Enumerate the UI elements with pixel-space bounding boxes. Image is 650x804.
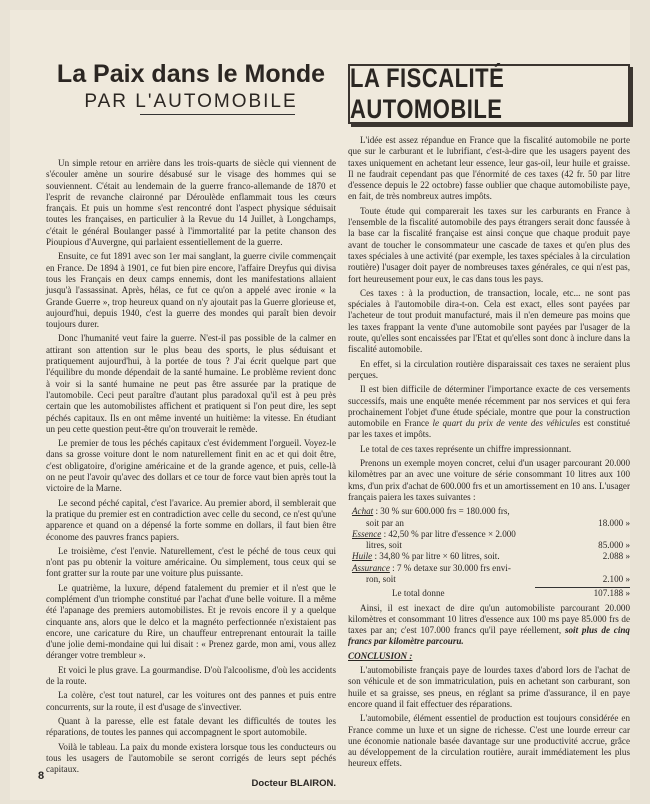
calc-text: soit par an [366, 517, 404, 528]
title-underline [140, 114, 295, 115]
total-row [352, 588, 630, 599]
left-article-subtitle: PAR L'AUTOMOBILE [84, 91, 298, 112]
calc-text: : 34,80 % par litre × 60 litres, soit. [372, 551, 500, 562]
paragraph: L'automobile, élément essentiel de production est toujours considérée en France comme un luxe et un signe de richesse. C'est une lourde erreur car une économie nationale basée davantage sur une productivité accrue, grâce au développement de la circulation routière, aurait immédiatement les plus heureux effets. [348, 713, 630, 769]
calc-label: Achat [352, 506, 374, 517]
paragraph: En effet, si la circulation routière disparaissait ces taxes ne seraient plus perçues. [348, 358, 630, 380]
paragraph: Quant à la paresse, elle est fatale devant les difficultés de toutes les réparations, de toutes les pannes qui accompagnent le sport automobile. [46, 715, 336, 738]
paragraph: Ensuite, ce fut 1891 avec son 1er mai sanglant, la guerre civile commençait en France. De 1894 à 1901, ce fut bien pire encore, l'affaire Dreyfus qui divisa tous les Français en deux camps ennemis, dont les manifestations allaient jusqu'à l'assassinat. Après, hélas, ce fut ce qu'on a appelé avec ironie « la Grande Guerre », trop heureux quand on n'y ajoutait pas la Guerre glorieuse et, aujourd'hui, depuis 1940, c'est la guerre des mondes qui paraît bien devoir toujours durer. [46, 251, 336, 330]
calc-text: : 7 % detaxe sur 30.000 frs envi- [389, 562, 511, 573]
paragraph: Le premier de tous les péchés capitaux c'est évidemment l'orgueil. Voyez-le dans sa grosse voiture dont le nom naturellement finit en ac et qui doit être, c'est obligatoire, d'origine américaine et de la grande agence, et puis, celle-là on ne peut l'avoir qu'avec des dollars et ce tour de force vaut bien après tout la victoire de la Marne. [46, 438, 336, 494]
calc-label: Essence [352, 528, 382, 539]
paragraph: Le second péché capital, c'est l'avarice. Au premier abord, il semblerait que la pratique du premier est en contradiction avec celle du second, ce n'est qu'une apparence et quand on a dépensé la forte somme en dollars, il faut bien être économe des pauvres francs papiers. [46, 497, 336, 542]
right-article-title-box [348, 64, 630, 124]
page-number: 8 [38, 770, 45, 782]
calc-row [352, 551, 630, 562]
paragraph: Le total de ces taxes représente un chiffre impressionnant. [360, 443, 572, 454]
calc-text: : 42,50 % par litre d'essence × 2.000 [381, 528, 516, 539]
paragraph: L'idée est assez répandue en France que la fiscalité automobile ne porte que sur le carburant et le lubrifiant, c'est-à-dire que les usagers payent des taxes uniquement en achetant leur essence, leur gas-oil, leur huile et graisse. Il ne faudrait cependant pas que l'énormité de ces taxes (42 fr. 50 par litre d'essence depuis le 22 octobre) fasse oublier que chaque automobiliste paye, en fait, de très nombreux autres impôts. [348, 135, 630, 202]
calc-row [352, 563, 630, 574]
paragraph-text: Ainsi, il est inexact de dire qu'un automobiliste parcourant 20.000 kilomètres et consommant 10 litres d'essence aux 100 ms paye 85.000 frs de taxes par an; c'est 107.000 francs qu'il paye réellement, [348, 602, 630, 636]
calc-row [352, 506, 630, 517]
right-article-title: LA FISCALITÉ AUTOMOBILE [350, 62, 505, 124]
paragraph-text: est constitué par les taxes et impôts. [348, 418, 630, 440]
paragraph: Le quatrième, la luxure, dépend fatalement du premier et il n'est que le complément d'un triomphe constitué par l'achat d'une belle voiture. Il a même été l'apanage des premiers automobilistes. Et je revois encore il y a quelque cinquante ans, alors que le delco et la magnéto perfectionnée n'existaient pas encore, une caricature du Rire, un chauffeur entreprenant entourait la taille d'une jolie demi-mondaine qui lui disait : « Prenez garde, mon ami, vous allez déranger votre trembleur ». [46, 582, 336, 661]
paragraph: Un simple retour en arrière dans les trois-quarts de siècle qui viennent de s'écouler amène un sourire désabusé sur le visage des hommes qui se souviennent. C'était au lendemain de la guerre franco-allemande de 1870 et l'esprit de revanche claironné par Déroulède enflammait tous les cœurs français. Et puis un homme s'est rencontré dont l'aspect physique séduisait toutes les françaises, en particulier à la Revue du 14 Juillet, à Longchamps, c'était le général Boulanger passé à l'immortalité par la petite chanson des Pioupious d'Auvergne, qui parlaient essentiellement de la guerre. [46, 158, 336, 248]
paragraph: L'automobiliste français paye de lourdes taxes d'abord lors de l'achat de son véhicule et de son immatriculation, puis en achetant son carburant, son huile et sa graisse, ses pneus, en réglant sa prime d'assurance, il en paye encore quand il fait effectuer des réparations. [348, 665, 630, 709]
calc-label: Assurance [352, 562, 390, 573]
author-signature: Docteur BLAIRON. [251, 778, 336, 790]
calc-text: ron, soit [366, 573, 396, 584]
calc-amount: 2.088 » [602, 551, 630, 562]
left-article-title: La Paix dans le Monde [56, 60, 326, 88]
calc-row [352, 518, 630, 529]
left-article-body [46, 158, 336, 790]
paragraph: Donc l'humanité veut faire la guerre. N'est-il pas possible de la calmer en attirant son attention sur le plus beau des sports, le plus séduisant et pratiquement aujourd'hui, à la portée de tous ? J'ai écrit quelque part que l'équilibre du monde dépendait de la santé humaine. Le problème revient donc à voir si la santé humaine ne peut pas être assurée par la pratique de l'automobile. Ceci peut paraître d'autant plus paradoxal qu'il est à peu près certain que les automobilistes affichent et pratiquent si l'on peut dire, les sept péchés capitaux. Ils en ont même inventé un huitième: la vitesse. En étudiant un peu cette question peut-être qu'on trouverait le remède. [46, 333, 336, 434]
paragraph: La colère, c'est tout naturel, car les voitures ont des pannes et puis entre concurrents, sur la route, il est d'usage de s'invectiver. [46, 690, 336, 712]
paragraph: Toute étude qui comparerait les taxes sur les carburants en France à l'ensemble de la fiscalité automobile des pays étrangers serait donc faussée à la base car la fiscalité française est ainsi conçue que chaque produit paye avant de toucher le consommateur une cascade de taxes et qu'en plus des taxes spéciales à une activité (par exemple, les taxes spéciales à la circulation routière) l'usager doit payer de nombreuses taxes générales, ce qui n'est pas, fort heureusement pour eux, le cas dans tous les pays. [348, 205, 630, 284]
emphasis: soit plus de cinq francs par kilomètre parcouru. [348, 625, 630, 647]
calc-row [352, 574, 630, 585]
calc-row [352, 529, 630, 540]
calc-label: Huile [352, 551, 373, 562]
paragraph: Et voici le plus grave. La gourmandise. D'où l'alcoolisme, d'où les accidents de la route. [46, 664, 336, 687]
tax-calculation [352, 506, 630, 599]
paragraph: Prenons un exemple moyen concret, celui d'un usager parcourant 20.000 kilomètres par an avec une voiture de série consommant 10 litres aux 100 kms, d'un prix d'achat de 600.000 frs et un amortissement en 10 ans. L'usager français paiera les taxes suivantes : [348, 458, 630, 502]
calc-amount: 2.100 » [602, 573, 630, 584]
total-label: Le total donne [392, 588, 445, 599]
calc-text: : 30 % sur 600.000 frs = 180.000 frs, [373, 506, 510, 517]
total-amount: 107.188 » [593, 588, 630, 599]
calc-amount: 85.000 » [598, 540, 630, 551]
right-article-body [348, 135, 630, 773]
calc-amount: 18.000 » [598, 517, 630, 528]
calc-row [352, 540, 630, 551]
paragraph [348, 603, 630, 648]
calc-text: litres, soit [366, 540, 402, 551]
magazine-page [10, 10, 630, 800]
emphasis: le quart du prix de vente des véhicules [432, 418, 581, 429]
paragraph-text: Il est bien difficile de déterminer l'importance exacte de ces versements successifs, mais une enquête menée récemment par nos services et qui fera prochainement l'objet d'une étude spéciale, montre que pour la construction automobile en France [348, 384, 630, 429]
paragraph [348, 384, 630, 440]
paragraph: Le troisième, c'est l'envie. Naturellement, c'est le péché de tous ceux qui n'ont pas pu obtenir la voiture américaine. Ou simplement, tous ceux qui se font gratter sur la route par une voiture plus puissante. [46, 545, 336, 579]
conclusion-heading: CONCLUSION : [348, 650, 413, 661]
paragraph: Ces taxes : à la production, de transaction, locale, etc... ne sont pas spéciales à l'automobile dira-t-on. Cela est exact, elles sont payées par l'acheteur de tout produit manufacturé, mais il n'en demeure pas moins que les taxes frappant la vente d'une automobile sont payées par l'usager de la route, qu'elles sont encaissées par l'Etat et qu'elles sont donc à inclure dans la fiscalité automobile. [348, 287, 630, 355]
paragraph: Voilà le tableau. La paix du monde existera lorsque tous les conducteurs ou tous les usagers de l'automobile se seront corrigés de leurs sept péchés capitaux. [46, 741, 336, 775]
